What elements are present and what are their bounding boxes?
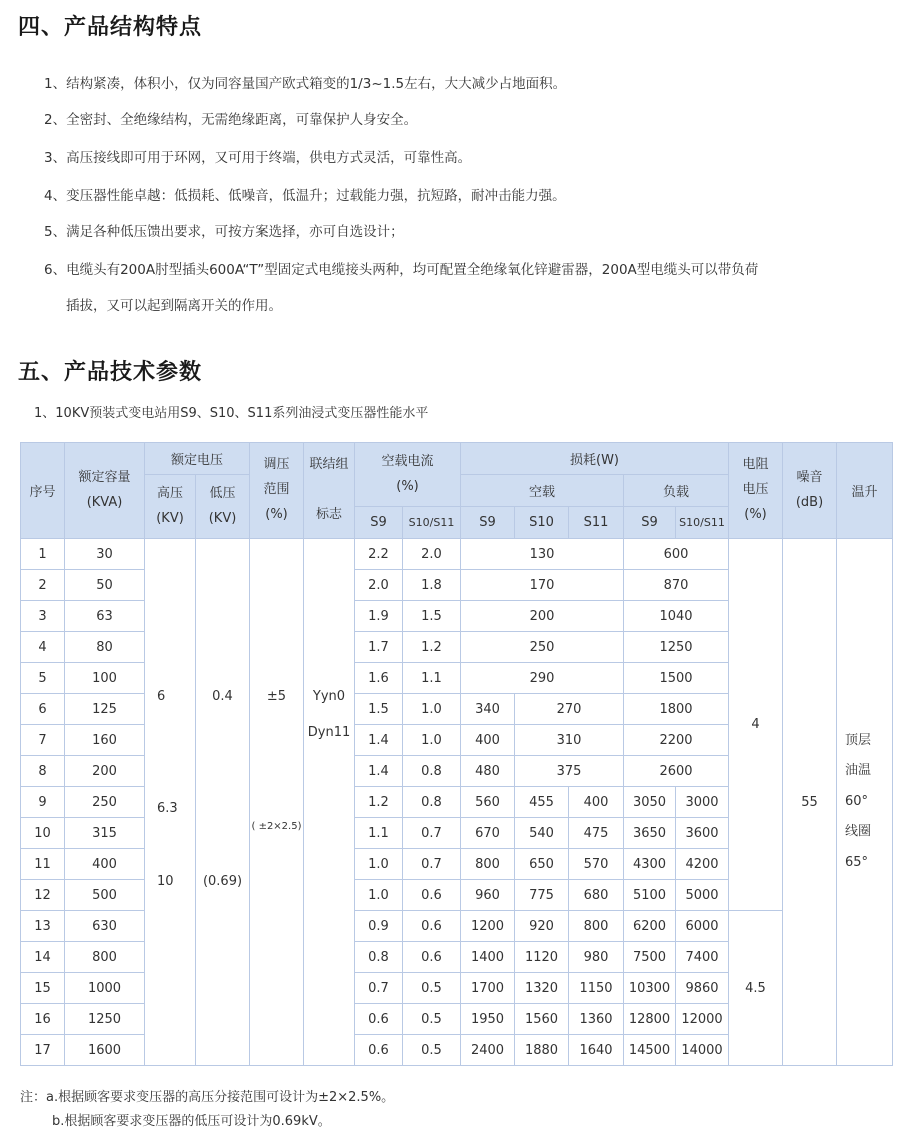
cell-noload-loss-s10: 1320: [515, 973, 569, 1004]
cell-load-loss-s9: 7500: [624, 942, 676, 973]
cell-nc-s9: 0.6: [355, 1004, 403, 1035]
cell-noload-loss-s9: 1950: [461, 1004, 515, 1035]
header-tap-label-1: 调压: [263, 457, 290, 473]
cell-load-loss: 600: [624, 539, 729, 570]
cell-capacity: 1250: [65, 1004, 145, 1035]
cell-noload-loss-s11: 680: [569, 880, 624, 911]
cell-seq: 9: [21, 787, 65, 818]
note-a: 注：a.根据顾客要求变压器的高压分接范围可设计为±2×2.5%。: [20, 1090, 395, 1105]
feature-item: 6、电缆头有200A肘型插头600A“T”型固定式电缆接头两种，均可配置全绝缘氧化锌避雷器，200A型电缆头可以带负荷: [44, 262, 759, 278]
cell-nc-s9: 1.4: [355, 725, 403, 756]
cell-load-loss: 870: [624, 570, 729, 601]
cell-capacity: 400: [65, 849, 145, 880]
cell-seq: 12: [21, 880, 65, 911]
cell-load-loss-s10-s11: 7400: [676, 942, 729, 973]
cell-capacity: 1000: [65, 973, 145, 1004]
cell-load-loss: 1800: [624, 694, 729, 725]
cell-load-loss: 2200: [624, 725, 729, 756]
cell-seq: 1: [21, 539, 65, 570]
cell-noload-loss: 130: [461, 539, 624, 570]
cell-noload-loss-s10: 1880: [515, 1035, 569, 1066]
cell-temp-rise-merged: [837, 539, 893, 1066]
cell-load-loss: 1040: [624, 601, 729, 632]
header-ll-s10-s11: S10/S11: [676, 507, 729, 539]
cell-noload-loss-s10: 1560: [515, 1004, 569, 1035]
cell-temp-rise-line: 线圈: [845, 824, 872, 840]
cell-capacity: 80: [65, 632, 145, 663]
header-capacity: [65, 443, 145, 539]
header-lv-label: 低压: [209, 485, 236, 501]
cell-temp-rise-line: 65°: [845, 854, 869, 870]
cell-noload-loss-s11: 800: [569, 911, 624, 942]
cell-nc-s9: 1.9: [355, 601, 403, 632]
cell-noload-loss-s10: 1120: [515, 942, 569, 973]
cell-capacity: 315: [65, 818, 145, 849]
cell-connection-value: Dyn11: [307, 725, 351, 740]
cell-nc-s9: 0.8: [355, 942, 403, 973]
header-connection: [304, 443, 355, 539]
cell-lv-value: 0.4: [212, 689, 233, 704]
table-body: [21, 539, 893, 1066]
cell-noload-loss-s9: 560: [461, 787, 515, 818]
cell-capacity: 1600: [65, 1035, 145, 1066]
header-tap-label-2: 范围: [263, 482, 290, 498]
header-ll-s9: S9: [624, 507, 676, 539]
cell-noload-loss-s9: 2400: [461, 1035, 515, 1066]
cell-tap-value: ±5: [266, 689, 287, 704]
cell-noload-loss-s9: 1200: [461, 911, 515, 942]
header-impedance: [729, 443, 783, 539]
cell-nc-s9: 0.9: [355, 911, 403, 942]
header-ln-s9: S9: [461, 507, 515, 539]
table-title: 1、10KV预装式变电站用S9、S10、S11系列油浸式变压器性能水平: [34, 406, 429, 421]
table-row: [21, 539, 893, 570]
cell-load-loss: 2600: [624, 756, 729, 787]
cell-noload-loss-s11: 475: [569, 818, 624, 849]
cell-nc-s10-s11: 2.0: [403, 539, 461, 570]
cell-load-loss-s9: 10300: [624, 973, 676, 1004]
header-loss-noload: 空载: [461, 475, 624, 507]
header-noise-label: 噪音: [796, 469, 823, 485]
cell-noload-loss-s9: 670: [461, 818, 515, 849]
cell-noload-loss-s10-s11: 375: [515, 756, 624, 787]
cell-nc-s10-s11: 0.6: [403, 880, 461, 911]
header-noise-unit: (dB): [795, 494, 824, 510]
cell-load-loss-s9: 3050: [624, 787, 676, 818]
cell-load-loss-s9: 4300: [624, 849, 676, 880]
cell-noise-merged: 55: [783, 539, 837, 1066]
header-connection-label-1: 联结组: [309, 457, 349, 473]
cell-hv-merged: [145, 539, 196, 1066]
cell-nc-s10-s11: 1.0: [403, 725, 461, 756]
cell-noload-loss-s11: 1360: [569, 1004, 624, 1035]
cell-load-loss-s10-s11: 12000: [676, 1004, 729, 1035]
cell-noload-loss-s11: 1640: [569, 1035, 624, 1066]
cell-temp-rise-line: 60°: [845, 793, 869, 809]
cell-nc-s9: 0.6: [355, 1035, 403, 1066]
cell-seq: 15: [21, 973, 65, 1004]
cell-nc-s9: 1.5: [355, 694, 403, 725]
cell-capacity: 63: [65, 601, 145, 632]
feature-item: 5、满足各种低压馈出要求，可按方案选择，亦可自选设计；: [44, 224, 404, 240]
header-lv: [196, 475, 250, 539]
cell-nc-s10-s11: 1.5: [403, 601, 461, 632]
cell-noload-loss-s11: 980: [569, 942, 624, 973]
cell-seq: 6: [21, 694, 65, 725]
header-ln-s11: S11: [569, 507, 624, 539]
cell-load-loss-s10-s11: 5000: [676, 880, 729, 911]
cell-noload-loss-s9: 1400: [461, 942, 515, 973]
header-capacity-unit: (KVA): [86, 494, 123, 510]
cell-noload-loss-s9: 960: [461, 880, 515, 911]
cell-lv-merged: [196, 539, 250, 1066]
cell-connection-value: Yyn0: [312, 689, 346, 704]
cell-noload-loss-s9: 1700: [461, 973, 515, 1004]
feature-item: 1、结构紧凑，体积小，仅为同容量国产欧式箱变的1/3~1.5左右，大大减少占地面积。: [44, 76, 567, 92]
header-tap-range: [250, 443, 304, 539]
cell-hv-value: 6.3: [157, 801, 178, 816]
cell-capacity: 125: [65, 694, 145, 725]
header-noise: [783, 443, 837, 539]
note-b: b.根据顾客要求变压器的低压可设计为0.69kV。: [52, 1114, 331, 1129]
cell-seq: 7: [21, 725, 65, 756]
header-ln-s10: S10: [515, 507, 569, 539]
cell-load-loss-s10-s11: 4200: [676, 849, 729, 880]
cell-nc-s9: 1.0: [355, 849, 403, 880]
cell-nc-s9: 1.0: [355, 880, 403, 911]
cell-noload-loss: 250: [461, 632, 624, 663]
feature-item: 4、变压器性能卓越：低损耗、低噪音，低温升；过载能力强，抗短路，耐冲击能力强。: [44, 188, 566, 204]
cell-load-loss-s9: 6200: [624, 911, 676, 942]
cell-noload-loss-s11: 1150: [569, 973, 624, 1004]
header-hv: [145, 475, 196, 539]
cell-noload-loss-s10: 775: [515, 880, 569, 911]
header-loss: 损耗(W): [461, 443, 729, 475]
cell-nc-s9: 0.7: [355, 973, 403, 1004]
cell-noload-loss-s10: 540: [515, 818, 569, 849]
section-title-specs: 五、产品技术参数: [18, 360, 203, 385]
header-nc-s10-s11: S10/S11: [403, 507, 461, 539]
cell-seq: 17: [21, 1035, 65, 1066]
cell-nc-s9: 1.1: [355, 818, 403, 849]
cell-load-loss-s10-s11: 3600: [676, 818, 729, 849]
cell-nc-s10-s11: 1.8: [403, 570, 461, 601]
cell-seq: 2: [21, 570, 65, 601]
cell-hv-value: 10: [157, 874, 174, 889]
cell-load-loss-s10-s11: 14000: [676, 1035, 729, 1066]
cell-capacity: 100: [65, 663, 145, 694]
cell-noload-loss-s11: 400: [569, 787, 624, 818]
cell-tap-merged: [250, 539, 304, 1066]
cell-capacity: 250: [65, 787, 145, 818]
cell-temp-rise-line: 油温: [845, 763, 872, 779]
table-header: [21, 443, 893, 539]
cell-nc-s10-s11: 0.8: [403, 756, 461, 787]
cell-capacity: 800: [65, 942, 145, 973]
cell-noload-loss: 290: [461, 663, 624, 694]
cell-tap-value: ( ±2×2.5): [251, 821, 302, 832]
header-impedance-label-2: 电压: [742, 482, 769, 498]
cell-lv-value: (0.69): [202, 874, 243, 889]
header-nc-s9: S9: [355, 507, 403, 539]
cell-nc-s10-s11: 0.5: [403, 973, 461, 1004]
cell-nc-s10-s11: 1.2: [403, 632, 461, 663]
cell-capacity: 500: [65, 880, 145, 911]
cell-nc-s9: 1.4: [355, 756, 403, 787]
cell-connection-merged: [304, 539, 355, 1066]
cell-seq: 10: [21, 818, 65, 849]
cell-noload-loss-s9: 480: [461, 756, 515, 787]
cell-noload-loss-s9: 340: [461, 694, 515, 725]
cell-nc-s10-s11: 1.0: [403, 694, 461, 725]
cell-noload-loss: 200: [461, 601, 624, 632]
cell-load-loss-s9: 14500: [624, 1035, 676, 1066]
header-rated-voltage: 额定电压: [145, 443, 250, 475]
cell-noload-loss-s10: 920: [515, 911, 569, 942]
cell-load-loss-s10-s11: 9860: [676, 973, 729, 1004]
header-impedance-unit: (%): [744, 506, 767, 522]
cell-noload-loss-s11: 570: [569, 849, 624, 880]
header-noload-current-unit: (%): [396, 478, 419, 494]
cell-impedance-merged: 4: [729, 539, 783, 911]
cell-nc-s10-s11: 1.1: [403, 663, 461, 694]
spec-table: [20, 442, 893, 1066]
header-hv-unit: (KV): [156, 510, 184, 526]
cell-nc-s10-s11: 0.6: [403, 911, 461, 942]
header-noload-current-label: 空载电流: [381, 453, 434, 469]
feature-item: 3、高压接线即可用于环网，又可用于终端，供电方式灵活，可靠性高。: [44, 150, 472, 166]
header-connection-label-2: 标志: [315, 506, 342, 522]
cell-seq: 16: [21, 1004, 65, 1035]
cell-seq: 3: [21, 601, 65, 632]
cell-impedance-merged: 4.5: [729, 911, 783, 1066]
cell-capacity: 50: [65, 570, 145, 601]
cell-load-loss-s9: 12800: [624, 1004, 676, 1035]
section-title-structure: 四、产品结构特点: [18, 15, 203, 40]
cell-capacity: 200: [65, 756, 145, 787]
cell-seq: 11: [21, 849, 65, 880]
cell-capacity: 160: [65, 725, 145, 756]
cell-load-loss: 1500: [624, 663, 729, 694]
header-capacity-label: 额定容量: [78, 469, 131, 485]
cell-nc-s9: 1.7: [355, 632, 403, 663]
cell-nc-s10-s11: 0.7: [403, 849, 461, 880]
cell-nc-s10-s11: 0.6: [403, 942, 461, 973]
cell-seq: 13: [21, 911, 65, 942]
cell-seq: 8: [21, 756, 65, 787]
cell-noload-loss-s10-s11: 310: [515, 725, 624, 756]
header-seq: 序号: [21, 443, 65, 539]
cell-load-loss-s9: 3650: [624, 818, 676, 849]
cell-seq: 5: [21, 663, 65, 694]
header-noload-current: [355, 443, 461, 507]
cell-temp-rise-line: 顶层: [845, 732, 872, 748]
header-lv-unit: (KV): [208, 510, 237, 526]
cell-capacity: 630: [65, 911, 145, 942]
cell-nc-s10-s11: 0.5: [403, 1004, 461, 1035]
feature-item: 2、全密封、全绝缘结构，无需绝缘距离，可靠保护人身安全。: [44, 112, 418, 128]
cell-noload-loss-s10: 455: [515, 787, 569, 818]
header-hv-label: 高压: [156, 485, 183, 501]
cell-nc-s10-s11: 0.7: [403, 818, 461, 849]
cell-noload-loss: 170: [461, 570, 624, 601]
cell-nc-s10-s11: 0.8: [403, 787, 461, 818]
header-temp-rise: 温升: [837, 443, 893, 539]
cell-seq: 14: [21, 942, 65, 973]
cell-nc-s9: 2.2: [355, 539, 403, 570]
cell-noload-loss-s9: 800: [461, 849, 515, 880]
feature-item-continuation: 插拔，又可以起到隔离开关的作用。: [66, 298, 282, 314]
header-tap-unit: (%): [265, 506, 288, 522]
cell-load-loss-s10-s11: 3000: [676, 787, 729, 818]
cell-noload-loss-s9: 400: [461, 725, 515, 756]
cell-nc-s10-s11: 0.5: [403, 1035, 461, 1066]
cell-hv-value: 6: [157, 689, 166, 704]
cell-nc-s9: 1.6: [355, 663, 403, 694]
cell-noload-loss-s10: 650: [515, 849, 569, 880]
cell-nc-s9: 1.2: [355, 787, 403, 818]
cell-load-loss-s9: 5100: [624, 880, 676, 911]
cell-capacity: 30: [65, 539, 145, 570]
cell-noload-loss-s10-s11: 270: [515, 694, 624, 725]
header-impedance-label-1: 电阻: [742, 457, 769, 473]
cell-nc-s9: 2.0: [355, 570, 403, 601]
cell-load-loss: 1250: [624, 632, 729, 663]
cell-seq: 4: [21, 632, 65, 663]
cell-load-loss-s10-s11: 6000: [676, 911, 729, 942]
header-loss-load: 负载: [624, 475, 729, 507]
